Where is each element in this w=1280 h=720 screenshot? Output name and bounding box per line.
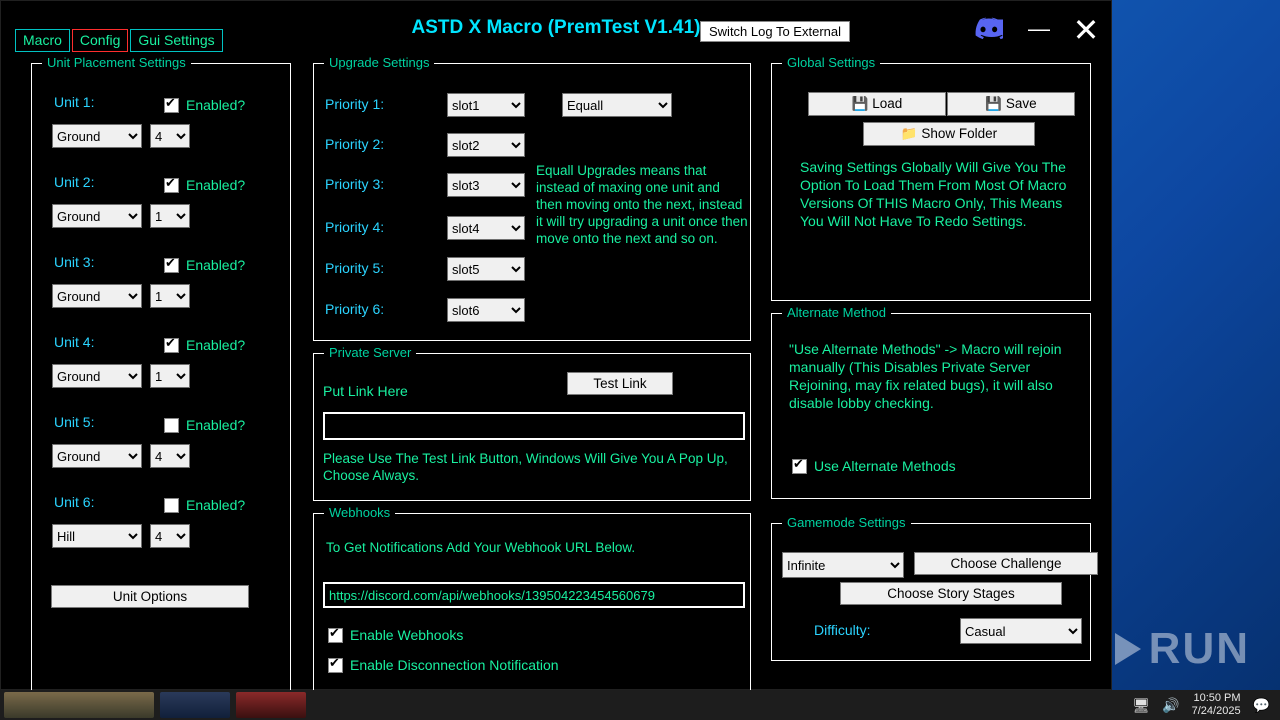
private-server-legend: Private Server — [324, 345, 416, 360]
checkbox-box — [164, 258, 179, 273]
watermark-text-right: RUN — [1148, 624, 1250, 673]
unit-2-terrain-select[interactable] — [52, 204, 142, 228]
choose-challenge-button[interactable]: Choose Challenge — [914, 552, 1098, 575]
close-button[interactable]: ✕ — [1072, 12, 1100, 48]
enable-disconnection-notification-checkbox[interactable] — [328, 657, 559, 673]
minimize-button[interactable]: — — [1028, 16, 1050, 41]
put-link-here-label: Put Link Here — [323, 383, 408, 399]
priority-2-slot-select[interactable] — [447, 133, 525, 157]
unit-6-enabled-checkbox[interactable] — [164, 497, 245, 513]
load-icon: 💾 — [851, 96, 869, 111]
unit-1-count-select[interactable] — [150, 124, 190, 148]
taskbar-thumbnail-3[interactable] — [236, 692, 306, 718]
priority-4-label: Priority 4: — [325, 219, 385, 235]
system-tray — [1132, 692, 1280, 718]
alternate-method-note: "Use Alternate Methods" -> Macro will rejoin manually (This Disables Private Server Rejoining, may fix related bugs), it will also disable lobby checking. — [789, 341, 1062, 411]
unit-1-terrain-select[interactable] — [52, 124, 142, 148]
use-alternate-methods-label: Use Alternate Methods — [814, 458, 956, 474]
enable-webhooks-label: Enable Webhooks — [350, 627, 464, 643]
difficulty-select[interactable] — [960, 618, 1082, 644]
load-button[interactable] — [808, 92, 946, 116]
unit-6-label: Unit 6: — [54, 494, 95, 510]
unit-5-count-select[interactable] — [150, 444, 190, 468]
unit-6-enabled-label: Enabled? — [186, 497, 246, 513]
global-settings-group — [771, 55, 1091, 301]
unit-5-terrain-select[interactable] — [52, 444, 142, 468]
private-server-group — [313, 345, 751, 501]
clock-date: 7/24/2025 — [1191, 705, 1241, 717]
unit-4-count-select[interactable] — [150, 364, 190, 388]
priority-4-slot-select[interactable] — [447, 216, 525, 240]
clock[interactable] — [1192, 692, 1241, 718]
unit-2-enabled-label: Enabled? — [186, 177, 246, 193]
upgrade-settings-legend: Upgrade Settings — [324, 55, 434, 70]
upgrade-mode-select[interactable] — [562, 93, 672, 117]
unit-1-label: Unit 1: — [54, 94, 95, 110]
page-title: ASTD X Macro (PremTest V1.41) — [411, 17, 701, 38]
checkbox-box — [328, 658, 343, 673]
unit-5-label: Unit 5: — [54, 414, 95, 430]
unit-4-label: Unit 4: — [54, 334, 95, 350]
unit-3-enabled-label: Enabled? — [186, 257, 246, 273]
unit-6-count-select[interactable] — [150, 524, 190, 548]
webhook-url-input[interactable] — [323, 582, 745, 608]
alternate-method-group — [771, 305, 1091, 499]
use-alternate-methods-checkbox[interactable] — [792, 458, 956, 474]
save-button[interactable] — [947, 92, 1075, 116]
checkbox-box — [164, 498, 179, 513]
priority-1-slot-select[interactable] — [447, 93, 525, 117]
folder-icon: 📁 — [900, 126, 918, 141]
unit-2-count-select[interactable] — [150, 204, 190, 228]
webhooks-group — [313, 505, 751, 695]
private-server-link-input[interactable] — [323, 412, 745, 440]
switch-log-to-external-button[interactable]: Switch Log To External — [700, 21, 850, 42]
checkbox-box — [164, 98, 179, 113]
alternate-method-legend: Alternate Method — [782, 305, 891, 320]
difficulty-label: Difficulty: — [814, 622, 871, 638]
unit-4-terrain-select[interactable] — [52, 364, 142, 388]
priority-3-label: Priority 3: — [325, 176, 385, 192]
unit-placement-legend: Unit Placement Settings — [42, 55, 191, 70]
priority-3-slot-select[interactable] — [447, 173, 525, 197]
priority-5-label: Priority 5: — [325, 260, 385, 276]
unit-3-label: Unit 3: — [54, 254, 95, 270]
unit-2-label: Unit 2: — [54, 174, 95, 190]
global-settings-note: Saving Settings Globally Will Give You The Option To Load Them From Most Of Macro Versions Of THIS Macro Only, This Means You Will Not Have To Redo Settings. — [800, 159, 1067, 229]
checkbox-box — [164, 418, 179, 433]
clock-time: 10:50 PM — [1193, 692, 1241, 704]
checkbox-box — [164, 338, 179, 353]
priority-6-slot-select[interactable] — [447, 298, 525, 322]
global-settings-legend: Global Settings — [782, 55, 880, 70]
unit-5-enabled-checkbox[interactable] — [164, 417, 245, 433]
show-folder-button[interactable] — [863, 122, 1035, 146]
webhooks-legend: Webhooks — [324, 505, 395, 520]
priority-2-label: Priority 2: — [325, 136, 385, 152]
tab-bar — [15, 29, 223, 52]
window-titlebar — [1, 1, 1111, 57]
gamemode-settings-group — [771, 515, 1091, 661]
save-button-label: Save — [1005, 96, 1037, 111]
checkbox-box — [328, 628, 343, 643]
unit-3-terrain-select[interactable] — [52, 284, 142, 308]
checkbox-box — [164, 178, 179, 193]
taskbar-thumbnail-1[interactable] — [4, 692, 154, 718]
display-icon[interactable]: 🖥 — [1132, 696, 1151, 713]
discord-icon[interactable] — [969, 17, 1003, 45]
taskbar-thumbnail-2[interactable] — [160, 692, 230, 718]
webhooks-note: To Get Notifications Add Your Webhook URL Below. — [326, 540, 636, 555]
private-server-note: Please Use The Test Link Button, Windows Will Give You A Pop Up, Choose Always. — [323, 451, 728, 483]
tab-macro[interactable]: Macro — [15, 29, 70, 52]
unit-4-enabled-checkbox[interactable] — [164, 337, 245, 353]
taskbar — [0, 690, 1280, 720]
checkbox-box — [792, 459, 807, 474]
enable-disconnection-notification-label: Enable Disconnection Notification — [350, 657, 559, 673]
unit-3-enabled-checkbox[interactable] — [164, 257, 245, 273]
volume-icon[interactable]: 🔊 — [1162, 696, 1180, 713]
save-icon: 💾 — [985, 96, 1003, 111]
unit-options-button[interactable]: Unit Options — [51, 585, 249, 608]
enable-webhooks-checkbox[interactable] — [328, 627, 463, 643]
show-folder-button-label: Show Folder — [921, 126, 998, 141]
unit-5-enabled-label: Enabled? — [186, 417, 246, 433]
notifications-icon[interactable]: 💬 — [1252, 696, 1270, 713]
priority-5-slot-select[interactable] — [447, 257, 525, 281]
unit-1-enabled-label: Enabled? — [186, 97, 246, 113]
tab-config[interactable]: Config — [72, 29, 128, 52]
taskbar-window-buttons — [0, 692, 1132, 718]
upgrade-mode-note: Equall Upgrades means that instead of maxing one unit and then moving onto the next, instead it will try upgrading a unit once then move onto the next and so on. — [536, 163, 748, 246]
test-link-button[interactable]: Test Link — [567, 372, 673, 395]
unit-3-count-select[interactable] — [150, 284, 190, 308]
unit-2-enabled-checkbox[interactable] — [164, 177, 245, 193]
upgrade-settings-group — [313, 55, 751, 341]
unit-6-terrain-select[interactable] — [52, 524, 142, 548]
tab-gui-settings[interactable]: Gui Settings — [130, 29, 222, 52]
unit-4-enabled-label: Enabled? — [186, 337, 246, 353]
unit-placement-settings-group — [31, 55, 291, 695]
priority-1-label: Priority 1: — [325, 96, 385, 112]
priority-6-label: Priority 6: — [325, 301, 385, 317]
gamemode-settings-legend: Gamemode Settings — [782, 515, 911, 530]
gamemode-select[interactable] — [782, 552, 904, 578]
choose-story-stages-button[interactable]: Choose Story Stages — [840, 582, 1062, 605]
load-button-label: Load — [872, 96, 903, 111]
unit-1-enabled-checkbox[interactable] — [164, 97, 245, 113]
